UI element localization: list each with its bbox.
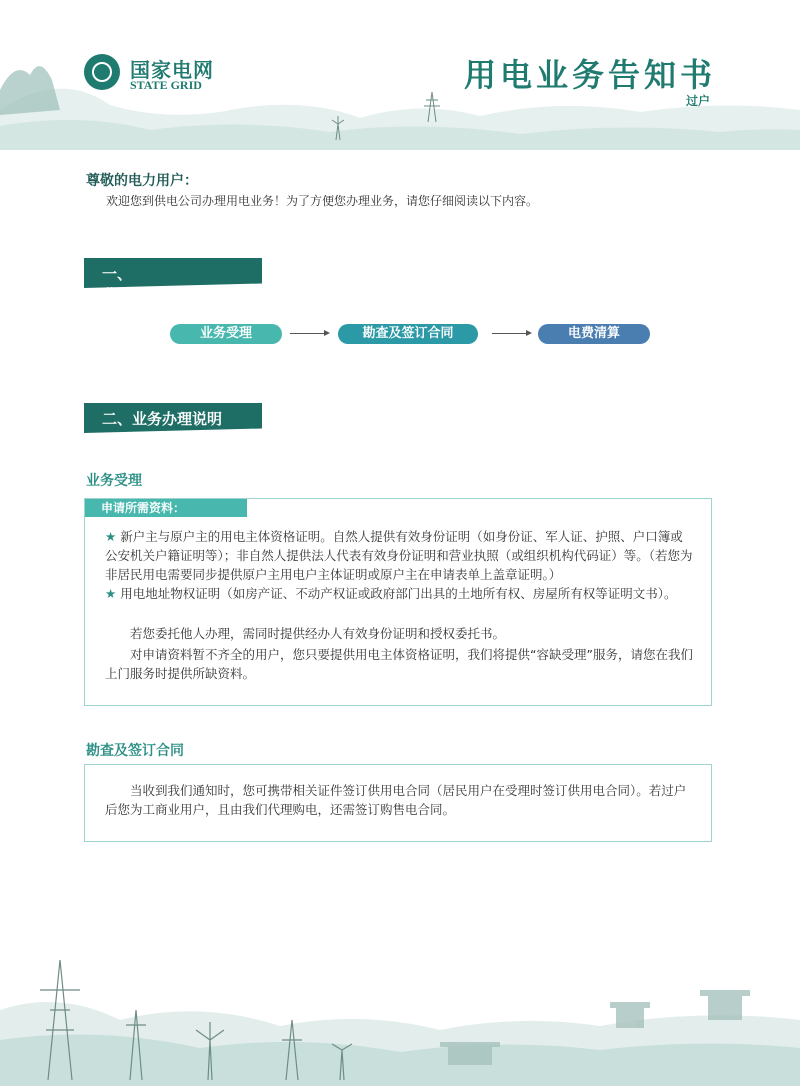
document-subtitle: 过户 <box>685 94 710 108</box>
footer-landscape-art <box>0 930 800 1086</box>
step-acceptance: 业务受理 <box>170 324 282 344</box>
star-icon: ★ <box>105 586 117 601</box>
acceptance-heading: 业务受理 <box>86 473 142 489</box>
salutation: 尊敬的电力用户： <box>86 173 198 189</box>
arrow-right-icon <box>492 333 530 334</box>
logo-name-en: STATE GRID <box>130 78 202 92</box>
document-title: 用电业务告知书 <box>463 56 716 94</box>
state-grid-emblem-icon <box>84 54 120 90</box>
arrow-right-icon <box>290 333 328 334</box>
required-materials-box <box>84 498 712 706</box>
section-instructions-header <box>84 403 262 433</box>
survey-contract-box <box>84 764 712 842</box>
list-item: ★ 新户主与原户主的用电主体资格证明。自然人提供有效身份证明（如身份证、军人证、护照、户口簿或公安机关户籍证明等）；非自然人提供法人代表有效身份证明和营业执照（或组织机构代码证）等。（若您为非居民用电需要同步提供原户主用电户主体证明或原户主在申请表单上盖章证明。） <box>105 529 693 582</box>
state-grid-logo <box>84 54 234 94</box>
section-process-title: 一、业务办理流程 <box>102 265 133 346</box>
step-survey-contract: 勘查及签订合同 <box>338 324 478 344</box>
incomplete-materials-note: 对申请资料暂不齐全的用户，您只要提供用电主体资格证明，我们将提供“容缺受理”服务，请您在我们上门服务时提供所缺资料。 <box>105 647 693 681</box>
list-item: ★ 用电地址物权证明（如房产证、不动产权证或政府部门出具的土地所有权、房屋所有权等证明文书）。 <box>105 586 677 601</box>
survey-heading: 勘查及签订合同 <box>86 743 184 759</box>
star-icon: ★ <box>105 529 117 544</box>
survey-contract-text: 当收到我们通知时，您可携带相关证件签订供用电合同（居民用户在受理时签订供用电合同）。若过户后您为工商业用户，且由我们代理购电，还需签订购售电合同。 <box>105 783 687 817</box>
intro-text: 欢迎您到供电公司办理用电业务！为了方便您办理业务，请您仔细阅读以下内容。 <box>106 194 539 208</box>
logo-name-cn: 国家电网 <box>130 58 214 82</box>
section-instructions-title: 二、业务办理说明 <box>102 410 223 428</box>
step-bill-settlement: 电费清算 <box>538 324 650 344</box>
required-materials-tag: 申请所需资料： <box>85 499 247 517</box>
delegation-note: 若您委托他人办理，需同时提供经办人有效身份证明和授权委托书。 <box>130 626 506 641</box>
